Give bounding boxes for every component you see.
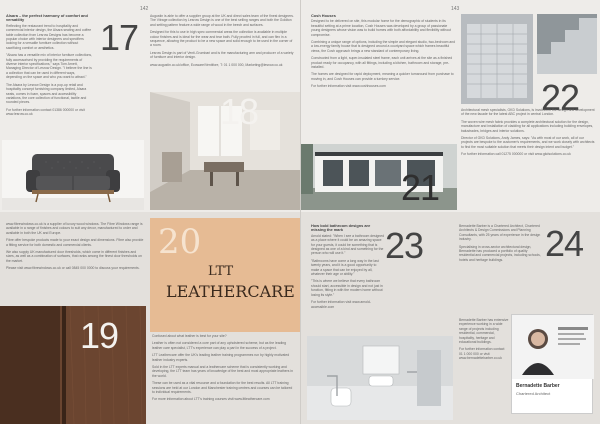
item-22-text <box>461 108 595 210</box>
item-17-paragraph: "Alsara has a versatile mix of interior furniture collections, fully accessorised by providing the requirements of diverse interior specifications," says Tom Arnett, Managing Director of Lesrow Design. "I believe the line is a collection that can be used in different ways, depending on the space and who you want to attract." <box>6 53 92 80</box>
item-19-number: 19 <box>80 315 119 356</box>
ltt-leathercare-logo <box>150 218 300 332</box>
ltt-label: LTT <box>208 264 234 279</box>
advert-name: Bernadette Barber <box>516 383 560 389</box>
item-21-paragraph: Designed to be delivered on site, this modular home for the demographic of students in its beautiful setting at a prime location, Cosh Houses was developed by a group of passionate young designers whose vision was to build homes with both affordability and flexibility without compromise. <box>311 19 451 37</box>
item-19-paragraph: Fibre offer bespoke products made to your exact design and dimensions. Fibre also provide a fitting service for both domestic and commercial clients. <box>6 238 144 247</box>
item-17-heading: Alsara – the perfect harmony of comfort and versatility <box>6 14 88 23</box>
item-18-paragraph: Augustin is able to offer a supplier group at the UK and direct sales team of the finest designers. The Vitrage collection by Lesrow Design is one of the best selling ranges and both the Goldton and setting pattern feature a wide range of wood in the beech and surfaces. <box>150 14 294 27</box>
item-24-number: 24 <box>545 223 584 264</box>
item-23-number: 23 <box>385 225 424 266</box>
item-20-paragraph: LTT Leathercare offer the UK's leading leather training programmes run by highly motivated leather industry experts. <box>152 353 290 362</box>
item-18-text <box>150 14 294 92</box>
advert-tagline: Chartered Architect <box>516 391 551 396</box>
item-19-paragraph: www.fibrewindows.co.uk is a supplier of luxury wood windows. The Fibre Windows range is available in a range of finishes and colours to suit any decor, manufactured to order and available in both the UK and Europe. <box>6 222 143 235</box>
item-22-paragraph: Director of GKD Solutions, Andy James, says: "As with most of our work, all of our projects are bespoke to the customer's requirements, and we work closely with architects to find the most suitable solution that meets their design intent and budget." <box>461 136 595 149</box>
item-21-text <box>311 14 455 146</box>
item-19-paragraph: Please visit www.fibrewindows.co.uk or call 0845 000 0000 to discuss your requirements. <box>6 266 140 271</box>
item-23-text <box>311 224 385 334</box>
item-19-text <box>6 222 144 308</box>
item-21-heading: Cosh Houses <box>311 14 336 18</box>
item-22-paragraph: The woven wire mesh fabric provides a complete architectural solution for the design, manufacture and installation of cladding for all applications including building envelopes, balustrades, bridges and interior solutions. <box>461 119 594 133</box>
item-22-paragraph: Architectural mesh specialists, GKD Solutions, is involved in the design and development of the new facade for the latest ABC project in central London. <box>461 108 595 117</box>
architect-advert <box>511 314 593 414</box>
item-24-paragraph: For further information contact 01 1 000 000 or visit www.bernadettebarber.co.uk <box>459 347 505 361</box>
page-number-left: 142 <box>140 6 149 12</box>
item-20-text <box>152 334 294 422</box>
item-20-number: 20 <box>158 222 202 262</box>
item-24-paragraph: Specialising in cross-sector architectural design, Bernadette has produced a portfolio of quality residential and commercial projects, including schools, hotels and heritage buildings. <box>459 244 541 262</box>
item-24-paragraph: Bernadette Barber is a Chartered Architect, Chartered Architects & Design Commissions and Planning Consultants, with 25 years of experience in the design industry. <box>459 224 541 242</box>
item-24-text <box>459 224 543 314</box>
item-24-paragraph: Bernadette Barber has extensive experience working in a wide range of projects including residential, commercial, hospitality, heritage and educational buildings. <box>459 318 509 345</box>
item-21-paragraph: Constructed from a light, super-insulated steel frame, each unit arrives at the site as a finished product ready for occupancy, with all fittings, including a kitchen, bathroom and storage, pre-installed. <box>311 56 453 70</box>
item-23-paragraph: Arnold stated: "When I see a bathroom designed as a place where it could be an amazing space for your guests, it could be something that is designed as one of a kind and something for the person who will use it." <box>311 233 385 256</box>
item-18-paragraph: Designed for this to use in high spec commercial areas the collection is available in multiple colour finishes and is ideal for the wear and tear bath. Fully proofed in full, and can flex in a sequence, allowing the product to be a new space and solid enough to be used in the corner of a room. <box>150 30 293 48</box>
staircase-image <box>537 14 597 74</box>
item-17-text <box>6 14 92 142</box>
item-23-paragraph: "This is where we believe that every bathroom should start, accessible in design and not just in function, fitting in with the modern home without losing its style." <box>311 279 383 297</box>
accessible-bathroom-image <box>307 336 453 420</box>
item-20-paragraph: These can be used as a vital resource and a foundation for the best results. All LTT training sessions are held at our London and Manchester training centres and courses can be tailored to individual requirements. <box>152 381 293 395</box>
item-21-paragraph: For further information visit www.coshhouses.com <box>311 84 386 89</box>
architect-portrait <box>512 315 594 379</box>
item-20-paragraph: Leather is often not considered a core part of any upholstered scheme, but as the leading leather care specialist, LTT's experience can play a part in the success of a project. <box>152 341 287 350</box>
item-18-number: 18 <box>220 91 259 132</box>
item-20-paragraph: For more information about LTT's training courses visit www.lttleathercare.com <box>152 397 270 402</box>
right-page <box>300 0 600 424</box>
wood-door-image <box>0 306 146 424</box>
item-18-paragraph: www.augustin.co.uk/office, Ecoware/Ventifore, T: 01 1 000 000, Marketing@lesrow.co.uk <box>150 62 283 67</box>
leathercare-label: LEATHERCARE <box>166 282 295 301</box>
item-21-paragraph: Combining a unique range of options, including the simple and elegant studio, two-bedroom and a low-energy family house that is designed around a courtyard space which frames beautiful views, the Cosh approach brings a new standard of contemporary living. <box>311 40 455 53</box>
item-17-paragraph: For further information contact 01386 000000 or visit www.lesrow.co.uk <box>6 107 85 117</box>
item-20-paragraph: Sold in the LTT experts manual and a leathercare scheme that is consistently working and developing, the LTT team has years of knowledge of the best and most appropriate leathers in the world. <box>152 365 294 378</box>
item-23-paragraph: "Bathrooms have come a long way in the last twenty years, and it is a good opportunity to make a space that can be enjoyed by all, whatever their age or ability." <box>311 258 379 277</box>
item-18-paragraph: Lesrow Design is part of Venti-Grumbari and is the manufacturing arm and producer of a variety of furniture and interior design. <box>150 50 294 60</box>
page-number-right: 143 <box>451 6 460 12</box>
item-24-text-lower <box>459 318 509 420</box>
item-17-number: 17 <box>100 17 139 58</box>
item-17-paragraph: The Alsara by Lesrow Design is a pop-up retail and hospitality concept furnishing company limited, Alsara seats, comes in foam, spaces and accessibility variations, the core collection of functional, tactile and rounded pieces. <box>6 82 87 105</box>
item-21-paragraph: The homes are designed for rapid deployment, meaning a quicker turnaround from purchase to moving in, and Cosh Houses can provide a turnkey service. <box>311 72 454 81</box>
item-23-paragraph: For further information visit www.arnold-accessible.com <box>311 300 371 309</box>
mesh-facade-image <box>461 14 533 104</box>
item-17-paragraph: Reflecting the restaurant trend to hospitality and commercial interior design, the Alsara seating and coffee table collection from Lesrow Designs has become a popular choice with interior designers and specifiers looking for a versatile furniture collection without sacrificing comfort or aesthetics. <box>6 23 92 50</box>
item-21-number: 21 <box>401 167 440 208</box>
item-23-heading: How bold bathroom designs are missing the mark <box>311 224 371 233</box>
sofa-image <box>2 140 144 210</box>
item-20-paragraph: Confused about what leather is best for your site? <box>152 334 227 338</box>
item-22-number: 22 <box>541 77 580 118</box>
item-19-paragraph: We also supply UK manufactured door thresholds, which come in different finishes and sizes, as well as a combination of surfaces, that ranks among the finest door thresholds on the market. <box>6 250 142 263</box>
item-22-paragraph: For further information call 01275 000000 or visit www.gkdsolutions.co.uk <box>461 152 571 157</box>
